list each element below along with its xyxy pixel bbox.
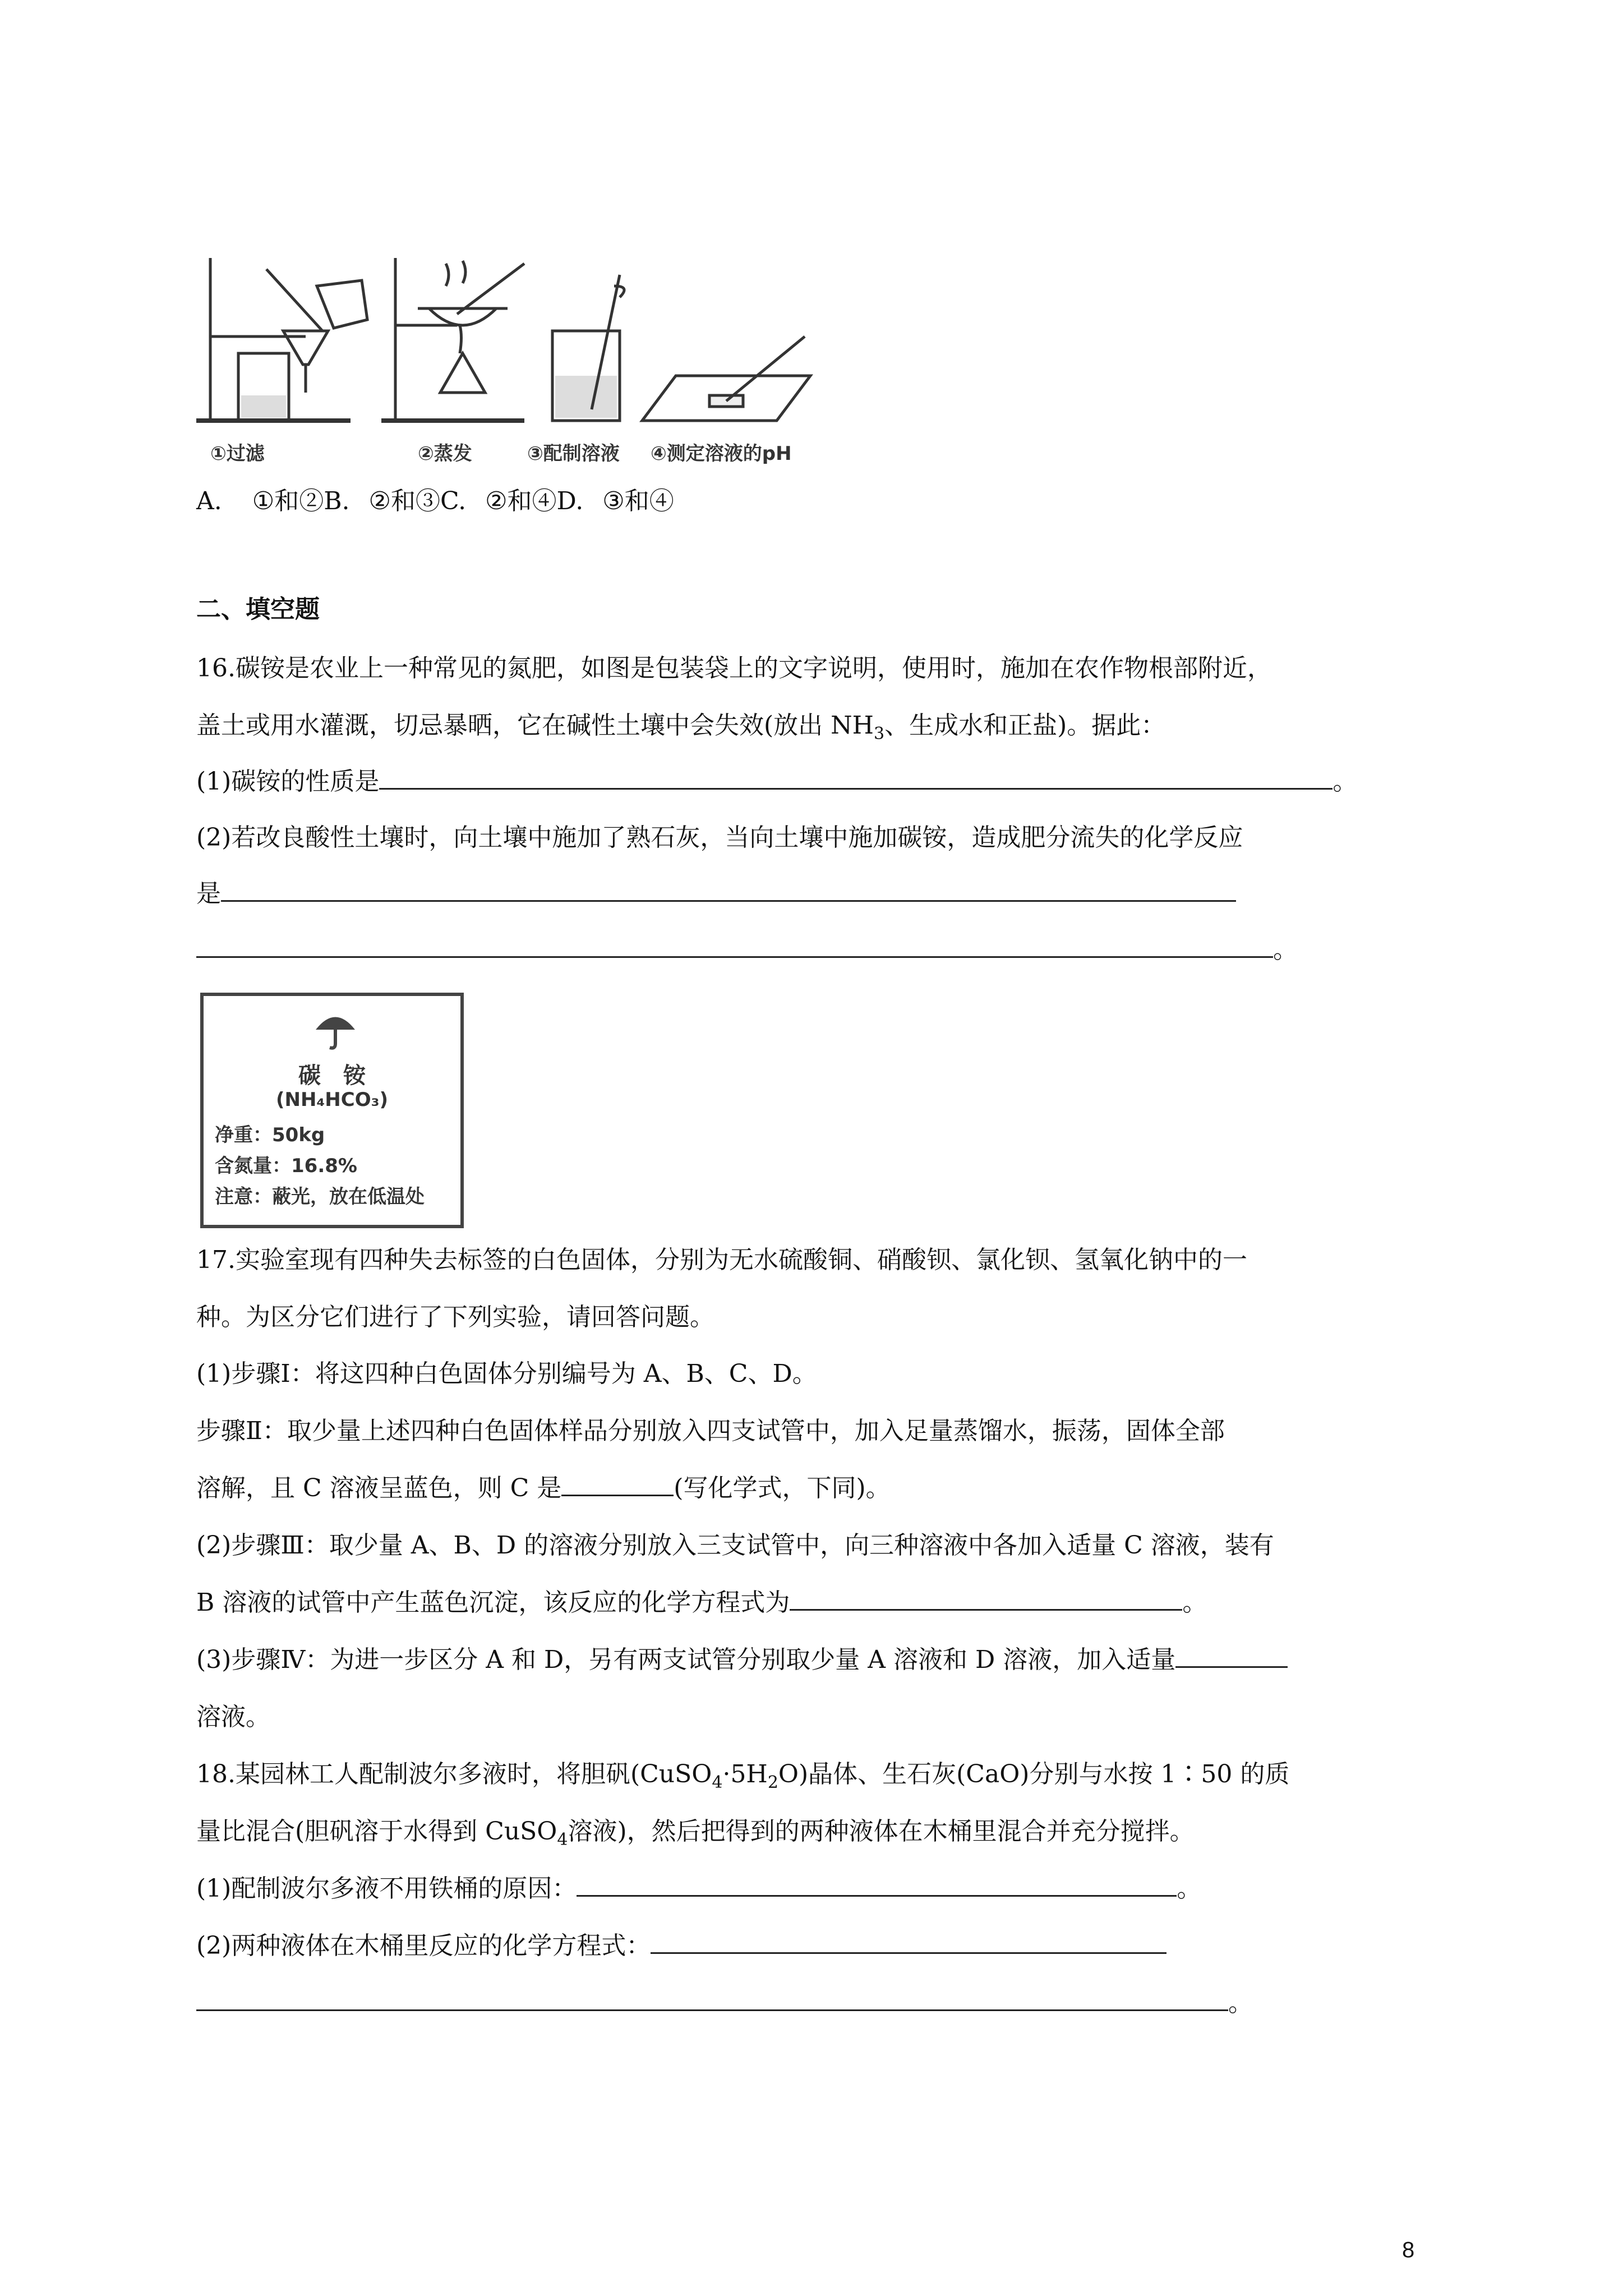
option-d-text: ③和④ — [602, 487, 674, 515]
q17-blank-equation[interactable] — [790, 1587, 1182, 1611]
q17-line4: 步骤Ⅱ：取少量上述四种白色固体样品分别放入四支试管中，加入足量蒸馏水，振荡，固体全部 — [196, 1417, 1225, 1445]
q16-part1 — [196, 764, 1357, 800]
q16-part1-end: 。 — [1332, 767, 1358, 796]
option-c-text: ②和④ — [485, 487, 557, 515]
q17-line9: 溶液。 — [196, 1703, 270, 1731]
q18-line1-text: 18.某园林工人配制波尔多液时，将胆矾(CuSO — [196, 1760, 712, 1788]
q16-part2: (2)若改良酸性土壤时，向土壤中施加了熟石灰，当向土壤中施加碳铵，造成肥分流失的化学反应 — [196, 823, 1243, 852]
q17-line5-text: 溶解，且 C 溶液呈蓝色，则 C 是 — [196, 1474, 562, 1502]
q17-line8-text: (3)步骤Ⅳ：为进一步区分 A 和 D，另有两支试管分别取少量 A 溶液和 D 溶液，加入适量 — [196, 1645, 1176, 1674]
q18-part1-blank[interactable] — [577, 1873, 1177, 1897]
q18-part2-blank-2[interactable] — [196, 1987, 1228, 2011]
lab-operations-figure — [193, 252, 827, 471]
q18-line1-text-b: ·5H — [722, 1760, 768, 1788]
q17-line5-text-b: (写化学式，下同)。 — [674, 1474, 891, 1502]
answer-options — [196, 483, 674, 519]
option-d-letter: D. — [556, 487, 584, 515]
lab-operations-drawing — [193, 252, 827, 471]
q18-part2-line2 — [196, 1985, 1253, 2021]
q18-line1-sub1: 4 — [712, 1772, 723, 1792]
q16-part2-blank-2[interactable] — [196, 934, 1273, 958]
q18-line1-sub2: 2 — [767, 1772, 778, 1792]
q17-line6: (2)步骤Ⅲ：取少量 A、B、D 的溶液分别放入三支试管中，向三种溶液中各加入适量 C 溶液，装有 — [196, 1531, 1274, 1560]
q18-line1 — [196, 1756, 1289, 1801]
page-number: 8 — [1402, 2238, 1415, 2262]
q16-line1: 16.碳铵是农业上一种常见的氮肥，如图是包装袋上的文字说明，使用时，施加在农作物根部附近， — [196, 654, 1272, 683]
q18-line2 — [196, 1814, 1195, 1858]
q17-line2: 种。为区分它们进行了下列实验，请回答问题。 — [196, 1303, 714, 1331]
q17-blank-reagent[interactable] — [1175, 1644, 1288, 1668]
option-a-text: ①和② — [252, 487, 324, 515]
q17-line1: 17.实验室现有四种失去标签的白色固体，分别为无水硫酸铜、硝酸钡、氯化钡、氢氧化钠中的一 — [196, 1246, 1247, 1274]
q18-part1 — [196, 1871, 1201, 1907]
q16-part1-label: (1)碳铵的性质是 — [196, 767, 380, 796]
q18-line1-text-c: O)晶体、生石灰(CaO)分别与水按 1∶50 的质 — [778, 1760, 1290, 1788]
label-nitrogen: 含氮量：16.8% — [215, 1155, 357, 1177]
q18-part1-end: 。 — [1177, 1874, 1202, 1903]
option-b-letter: B. — [324, 487, 350, 515]
q16-line2-sub: 3 — [874, 723, 885, 744]
q16-line2-text-b: 、生成水和正盐)。据此： — [884, 711, 1166, 740]
q18-part2 — [196, 1928, 1166, 1964]
q16-part2-line2 — [196, 932, 1298, 968]
q16-part2-end: 。 — [1273, 935, 1298, 964]
option-c-letter: C. — [440, 487, 467, 515]
q18-part1-label: (1)配制波尔多液不用铁桶的原因： — [196, 1874, 577, 1903]
label-note: 注意：蔽光，放在低温处 — [215, 1186, 425, 1208]
q16-line2 — [196, 708, 1165, 752]
q18-line2-sub: 4 — [557, 1829, 568, 1850]
q17-line7 — [196, 1585, 1207, 1621]
q18-part2-label: (2)两种液体在木桶里反应的化学方程式： — [196, 1931, 651, 1960]
q17-blank-c[interactable] — [561, 1472, 674, 1496]
caption-prepare-solution: ③配制溶液 — [527, 442, 620, 465]
q18-part2-end: 。 — [1228, 1989, 1253, 2017]
fertilizer-label — [200, 993, 464, 1228]
q17-line7-end: 。 — [1182, 1588, 1207, 1617]
section-title: 二、填空题 — [196, 595, 320, 624]
caption-measure-ph: ④测定溶液的pH — [651, 442, 792, 465]
umbrella-icon — [313, 1007, 358, 1052]
q17-line5 — [196, 1470, 891, 1506]
q16-part2-cont-label: 是 — [196, 879, 221, 908]
q17-line7-text: B 溶液的试管中产生蓝色沉淀，该反应的化学方程式为 — [196, 1588, 790, 1617]
q18-part2-blank-1[interactable] — [651, 1930, 1166, 1954]
q16-part1-blank[interactable] — [379, 766, 1332, 790]
option-b-text: ②和③ — [368, 487, 440, 515]
q16-part2-cont — [196, 876, 1236, 912]
caption-evaporation: ②蒸发 — [418, 442, 472, 465]
label-formula: (NH₄HCO₃) — [275, 1089, 389, 1111]
q18-line2-text: 量比混合(胆矾溶于水得到 CuSO — [196, 1817, 557, 1846]
q16-line2-text: 盖土或用水灌溉，切忌暴晒，它在碱性土壤中会失效(放出 NH — [196, 711, 874, 740]
q16-part2-blank-1[interactable] — [221, 878, 1236, 902]
q17-line3: (1)步骤Ⅰ：将这四种白色固体分别编号为 A、B、C、D。 — [196, 1359, 817, 1388]
label-net-weight: 净重：50kg — [215, 1124, 325, 1146]
option-a-letter: A. — [196, 487, 222, 515]
caption-filtration: ①过滤 — [210, 442, 265, 465]
label-name: 碳 铵 — [298, 1063, 366, 1089]
q18-line2-text-b: 溶液)，然后把得到的两种液体在木桶里混合并充分搅拌。 — [568, 1817, 1195, 1846]
q17-line8 — [196, 1642, 1288, 1678]
